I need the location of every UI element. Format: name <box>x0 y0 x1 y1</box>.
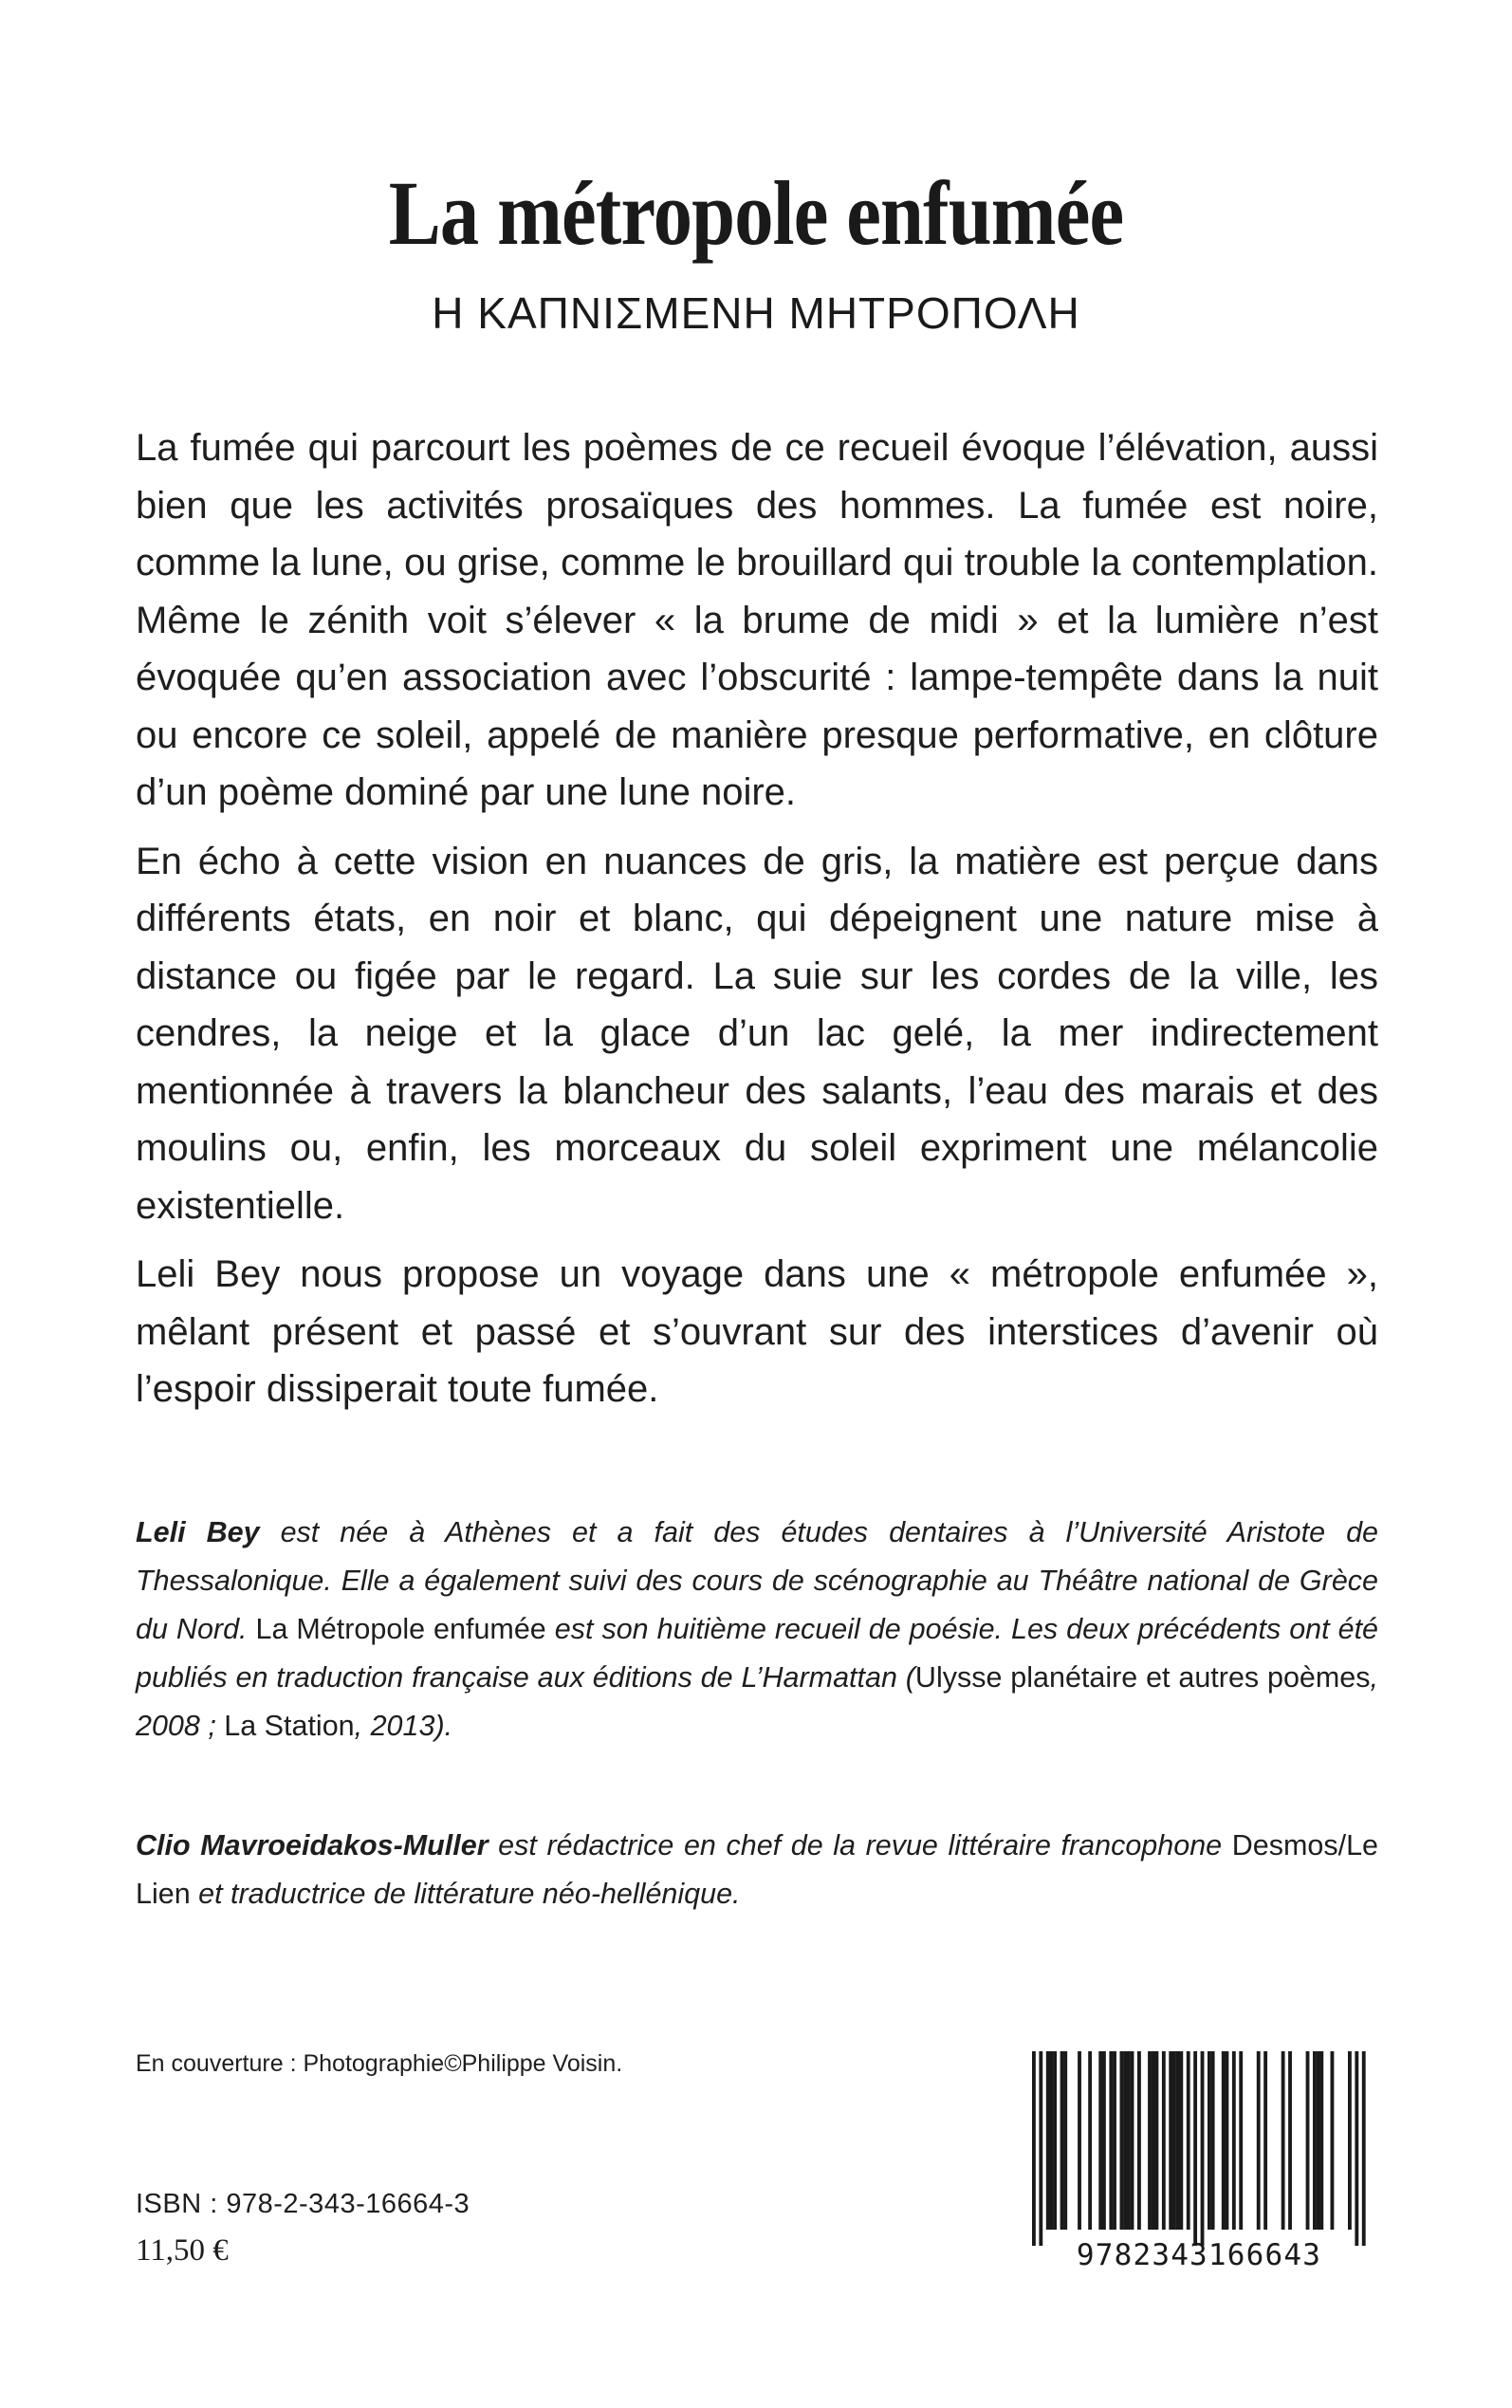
barcode-bar <box>1120 2051 1124 2230</box>
barcode-bar <box>1288 2051 1292 2230</box>
barcode-bar <box>1032 2051 1036 2246</box>
barcode-bar <box>1088 2051 1092 2230</box>
price: 11,50 € <box>136 2233 229 2268</box>
barcode-bar <box>1222 2051 1226 2230</box>
summary-paragraph: En écho à cette vision en nuances de gris, la matière est perçue dans différents états, en noir et blanc, qui dépeignent une nature mise à distance ou figée par le regard. La suie sur les cordes de la ville, les cendres, la neige et la glace d’un lac gelé, la mer indirectement mentionnée à travers la blancheur des salants, l’eau des marais et des moulins ou, enfin, les morceaux du soleil expriment une mélancolie existentielle. <box>136 840 1378 1227</box>
barcode-bar <box>1176 2051 1180 2230</box>
barcode-bar <box>1169 2051 1172 2230</box>
barcode-bar <box>1137 2051 1141 2230</box>
book-title-ref: La Métropole enfumée <box>247 1613 546 1645</box>
barcode-bar <box>1362 2051 1366 2246</box>
barcode <box>1017 2049 1377 2269</box>
barcode-bar <box>1208 2051 1211 2230</box>
greek-subtitle: Η ΚΑΠΝΙΣΜΕΝΗ ΜΗΤΡΟΠΟΛΗ <box>432 288 1080 338</box>
barcode-bar <box>1123 2051 1127 2230</box>
translator-bio-text: et traductrice de littérature néo-hellénique. <box>190 1878 741 1910</box>
book-title-ref: La Station <box>224 1710 355 1742</box>
barcode-bar <box>1263 2051 1267 2230</box>
barcode-bar <box>1355 2051 1358 2246</box>
barcode-bar <box>1348 2051 1352 2230</box>
barcode-bar <box>1317 2051 1320 2230</box>
barcode-bar <box>1109 2051 1113 2230</box>
barcode-bar <box>1211 2051 1215 2230</box>
barcode-bar <box>1078 2051 1081 2230</box>
author-bio <box>136 1509 1378 1750</box>
barcode-bar <box>1046 2051 1050 2230</box>
summary-paragraph: La fumée qui parcourt les poèmes de ce recueil évoque l’élévation, aussi bien que les activités prosaïques des hommes. La fumée est noire, comme la lune, ou grise, comme le brouillard qui trouble la contemplation. Même le zénith voit s’élever « la brume de midi » et la lumière n’est évoquée qu’en association avec l’obscurité : lampe-tempête dans la nuit ou encore ce soleil, appelé de manière presque performative, en clôture d’un poème dominé par une lune noire. <box>136 427 1378 813</box>
barcode-bar <box>1331 2051 1335 2230</box>
isbn: ISBN : 978-2-343-16664-3 <box>136 2189 470 2219</box>
barcode-bar <box>1193 2051 1197 2246</box>
journal-name: Desmos/Le Lien <box>136 1829 1378 1910</box>
translator-name: Clio Mavroeidakos-Muller <box>136 1829 489 1862</box>
barcode-bar <box>1313 2051 1317 2230</box>
barcode-bar <box>1148 2051 1152 2230</box>
barcode-bar <box>1306 2051 1310 2230</box>
summary-text <box>136 419 1378 1430</box>
barcode-bar <box>1162 2051 1166 2230</box>
author-bio-text: , 2008 ; <box>136 1661 1378 1742</box>
barcode-bar <box>1179 2051 1183 2230</box>
author-bio-text: est née à Athènes et a fait des études dentaires à l’Université Aristote de Thessalonique. Elle a également suivi des cours de scénographie au Théâtre national de Grèce du Nord. <box>136 1516 1378 1645</box>
barcode-bar <box>1039 2051 1042 2246</box>
author-bio-text: , 2013). <box>354 1710 453 1742</box>
barcode-bar <box>1113 2051 1116 2230</box>
barcode-bar <box>1282 2051 1285 2230</box>
barcode-bar <box>1060 2051 1064 2230</box>
translator-bio <box>136 1822 1378 1918</box>
barcode-bar <box>1098 2051 1102 2230</box>
barcode-bar <box>1239 2051 1243 2230</box>
barcode-bar <box>1063 2051 1067 2230</box>
barcode-bar <box>1152 2051 1155 2230</box>
author-name: Leli Bey <box>136 1516 260 1548</box>
barcode-bar <box>1232 2051 1236 2230</box>
barcode-digits: 9782343166643 <box>1076 2238 1322 2269</box>
barcode-bar <box>1127 2051 1131 2230</box>
barcode-bar <box>1102 2051 1106 2230</box>
cover-credit: En couverture : Photographie©Philippe Voisin. <box>136 2050 623 2077</box>
barcode-bar <box>1053 2051 1057 2230</box>
book-title-ref: Ulysse planétaire et autres poèmes <box>914 1661 1371 1694</box>
summary-paragraph: Leli Bey nous propose un voyage dans une « métropole enfumée », mêlant présent et passé et s’ouvrant sur des interstices d’avenir où l’espoir dissiperait toute fumée. <box>136 1253 1378 1410</box>
barcode-bar <box>1172 2051 1176 2230</box>
author-bio-text: est son huitième recueil de poésie. Les deux précédents ont été publiés en traduction française aux éditions de L’Harmattan ( <box>136 1613 1379 1694</box>
barcode-bar <box>1050 2051 1054 2230</box>
book-title: La métropole enfumée <box>388 162 1124 264</box>
translator-bio-text: est rédactrice en chef de la revue littéraire francophone <box>488 1829 1232 1862</box>
barcode-bar <box>1155 2051 1159 2230</box>
barcode-bar <box>1201 2051 1205 2246</box>
barcode-bar <box>1187 2051 1190 2230</box>
barcode-bar <box>1131 2051 1134 2230</box>
barcode-bar <box>1257 2051 1261 2230</box>
barcode-bar <box>1319 2051 1323 2230</box>
barcode-bar <box>1226 2051 1229 2230</box>
